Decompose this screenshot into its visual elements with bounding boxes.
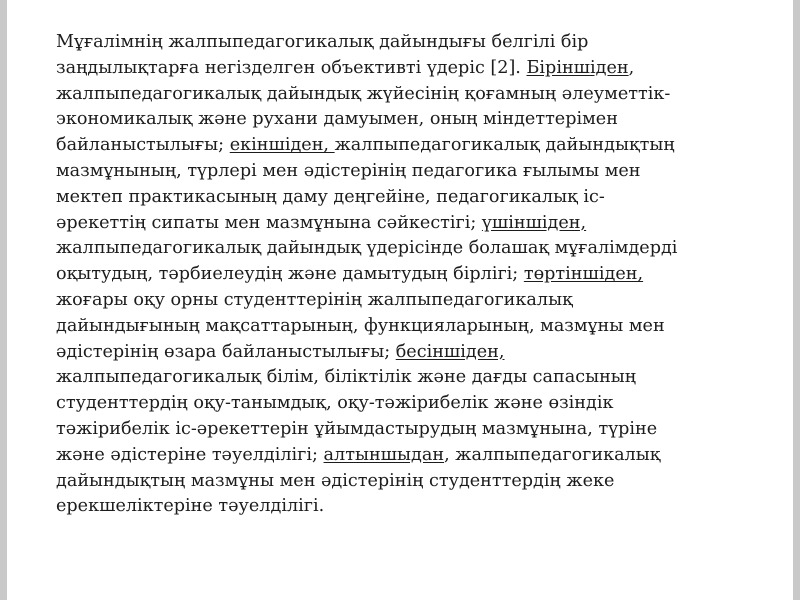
- text-segment: мазмұнының, түрлері мен әдістерінің педагогика ғылымы мен: [56, 160, 641, 181]
- ordinal-marker: бесіншіден,: [395, 341, 505, 362]
- text-segment: дайындығының мақсаттарының, функцияларының, мазмұны мен: [56, 315, 665, 336]
- ordinal-marker: алтыншыдан: [323, 444, 445, 465]
- text-line: [56, 314, 761, 340]
- ordinal-marker: Біріншіден: [526, 57, 629, 78]
- ordinal-marker: төртіншіден,: [523, 264, 644, 285]
- text-segment: жалпыпедагогикалық дайындық жүйесінің қоғамның әлеуметтік-: [56, 83, 671, 104]
- text-line: [56, 469, 761, 495]
- text-segment: ,: [628, 57, 635, 78]
- text-segment: жалпыпедагогикалық білім, біліктілік және дағды сапасының: [56, 367, 637, 388]
- text-line: [56, 288, 761, 314]
- text-segment: Мұғалімнің жалпыпедагогикалық дайындығы белгілі бір: [56, 32, 589, 52]
- left-accent-bar: [0, 0, 7, 600]
- text-line: [56, 494, 761, 520]
- text-segment: әдістерінің өзара байланыстылығы;: [56, 341, 396, 362]
- text-segment: дайындықтың мазмұны мен әдістерінің студенттердің жеке: [56, 470, 615, 491]
- text-line: [56, 236, 761, 262]
- text-segment: оқытудың, тәрбиелеудің және дамытудың бірлігі;: [56, 264, 524, 285]
- text-segment: тәжірибелік іс-әрекеттерін ұйымдастырудың мазмұнына, түріне: [56, 418, 658, 439]
- text-segment: байланыстылығы;: [56, 135, 230, 156]
- text-line: [56, 365, 761, 391]
- text-line: [56, 30, 761, 56]
- text-line: [56, 185, 761, 211]
- text-segment: , жалпыпедагогикалық: [444, 444, 661, 465]
- text-segment: жалпыпедагогикалық дайындық үдерісінде болашақ мұғалімдерді: [56, 238, 678, 259]
- text-segment: және әдістеріне тәуелділігі;: [56, 444, 324, 465]
- right-accent-bar: [793, 0, 800, 600]
- text-line: [56, 133, 761, 159]
- text-segment: жоғары оқу орны студенттерінің жалпыпедагогикалық: [56, 289, 573, 310]
- text-line: [56, 159, 761, 185]
- text-segment: ерекшеліктеріне тәуелділігі.: [56, 496, 325, 517]
- ordinal-marker: үшіншіден,: [481, 212, 587, 233]
- text-line: [56, 262, 761, 288]
- text-line: [56, 417, 761, 443]
- text-line: [56, 82, 761, 108]
- text-segment: заңдылықтарға негізделген объективті үдеріс [2].: [56, 57, 527, 78]
- text-line: [56, 107, 761, 133]
- text-line: [56, 211, 761, 237]
- body-paragraph: [56, 30, 761, 520]
- text-segment: әрекеттің сипаты мен мазмұнына сәйкестігі;: [56, 212, 482, 233]
- text-line: [56, 340, 761, 366]
- ordinal-marker: екіншіден,: [229, 135, 335, 156]
- text-line: [56, 443, 761, 469]
- text-line: [56, 391, 761, 417]
- text-segment: экономикалық және рухани дамуымен, оның міндеттерімен: [56, 109, 618, 130]
- text-segment: мектеп практикасының даму деңгейіне, педагогикалық іс-: [56, 186, 605, 207]
- text-line: [56, 56, 761, 82]
- text-segment: жалпыпедагогикалық дайындықтың: [334, 135, 675, 156]
- text-segment: студенттердің оқу-танымдық, оқу-тәжірибелік және өзіндік: [56, 393, 614, 414]
